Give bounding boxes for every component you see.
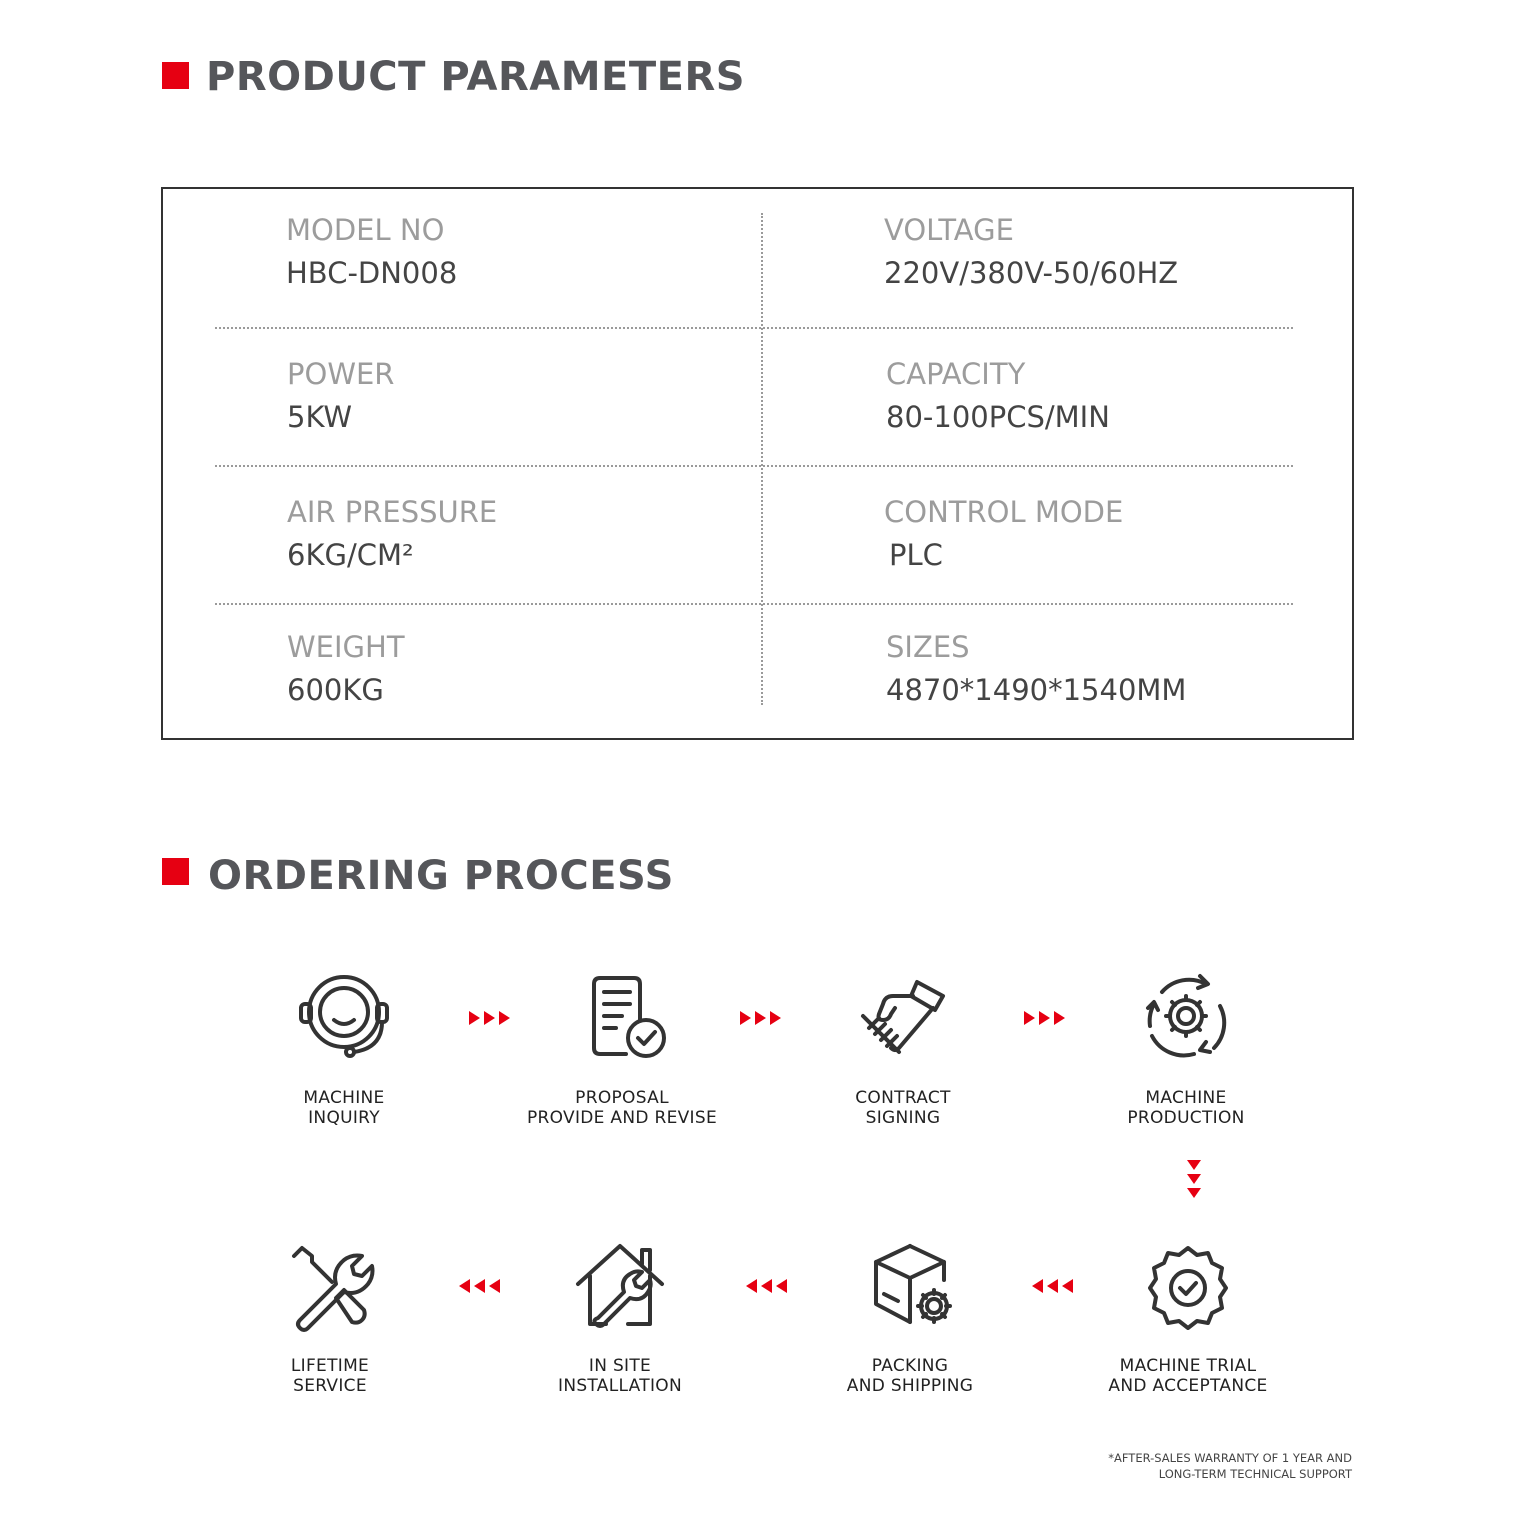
row-divider (215, 603, 1293, 605)
section-marker (162, 858, 189, 885)
step-label (214, 1088, 474, 1128)
column-divider (761, 213, 763, 705)
step-label-line: IN SITE (588, 1356, 652, 1376)
param-value: 220V/380V-50/60HZ (884, 256, 1179, 290)
param-label: CONTROL MODE (884, 495, 1124, 529)
step-label (1058, 1356, 1318, 1396)
param-label: SIZES (886, 630, 970, 664)
gear-cycle-icon (1138, 970, 1234, 1066)
param-value: 600KG (287, 673, 384, 707)
step-proposal (492, 970, 752, 1128)
param-value: PLC (889, 538, 943, 572)
section-title-ordering: ORDERING PROCESS (208, 853, 674, 899)
param-voltage (884, 213, 1179, 290)
document-check-icon (574, 970, 670, 1066)
warranty-footnote (1108, 1450, 1352, 1482)
step-machine-inquiry (214, 970, 474, 1128)
param-power (287, 357, 395, 434)
step-label-line: INQUIRY (308, 1108, 380, 1128)
handshake-icon (855, 970, 951, 1066)
param-label: WEIGHT (287, 630, 405, 664)
step-lifetime-service (200, 1238, 460, 1396)
step-label-line: SERVICE (293, 1376, 367, 1396)
arrow-down-icon (1187, 1160, 1201, 1200)
step-label-line: SIGNING (865, 1108, 941, 1128)
house-wrench-icon (572, 1238, 668, 1334)
step-packing-shipping (780, 1238, 1040, 1396)
box-gear-icon (862, 1238, 958, 1334)
param-value: 80-100PCS/MIN (886, 400, 1110, 434)
step-label (773, 1088, 1033, 1128)
footnote-line: LONG-TERM TECHNICAL SUPPORT (1158, 1467, 1352, 1481)
headset-icon (296, 970, 392, 1066)
step-label-line: MACHINE (1145, 1088, 1227, 1108)
param-label: POWER (287, 357, 395, 391)
row-divider (215, 327, 1293, 329)
step-label-line: MACHINE TRIAL (1119, 1356, 1257, 1376)
param-label: MODEL NO (286, 213, 445, 247)
step-label-line: AND ACCEPTANCE (1108, 1376, 1268, 1396)
param-model-no (286, 213, 458, 290)
step-label-line: AND SHIPPING (846, 1376, 974, 1396)
param-sizes (886, 630, 1187, 707)
param-control-mode (884, 495, 1124, 572)
step-label (492, 1088, 752, 1128)
arrow-left-icon (1032, 1279, 1074, 1293)
step-in-site-installation (490, 1238, 750, 1396)
arrow-right-icon (1024, 1011, 1066, 1025)
step-label-line: MACHINE (303, 1088, 385, 1108)
param-label: CAPACITY (886, 357, 1026, 391)
step-contract-signing (773, 970, 1033, 1128)
param-air-pressure (287, 495, 498, 572)
step-label-line: PROVIDE AND REVISE (527, 1108, 717, 1128)
param-value: 6KG/CM² (287, 538, 414, 572)
step-label-line: PRODUCTION (1127, 1108, 1245, 1128)
step-label (200, 1356, 460, 1396)
section-title-parameters: PRODUCT PARAMETERS (206, 54, 746, 100)
step-label-line: LIFETIME (290, 1356, 370, 1376)
arrow-left-icon (746, 1279, 788, 1293)
step-label-line: PROPOSAL (575, 1088, 669, 1108)
section-marker (162, 62, 189, 89)
badge-check-icon (1140, 1238, 1236, 1334)
param-label: VOLTAGE (884, 213, 1014, 247)
parameters-table (161, 187, 1354, 740)
tools-icon (282, 1238, 378, 1334)
step-label (1056, 1088, 1316, 1128)
step-label (490, 1356, 750, 1396)
arrow-right-icon (740, 1011, 782, 1025)
param-label: AIR PRESSURE (287, 495, 498, 529)
step-label-line: CONTRACT (855, 1088, 951, 1108)
arrow-right-icon (469, 1011, 511, 1025)
param-value: HBC-DN008 (286, 256, 458, 290)
step-label-line: INSTALLATION (558, 1376, 682, 1396)
row-divider (215, 465, 1293, 467)
param-weight (287, 630, 405, 707)
arrow-left-icon (459, 1279, 501, 1293)
param-capacity (886, 357, 1110, 434)
step-label (780, 1356, 1040, 1396)
param-value: 4870*1490*1540MM (886, 673, 1187, 707)
step-machine-trial (1058, 1238, 1318, 1396)
param-value: 5KW (287, 400, 353, 434)
footnote-line: *AFTER-SALES WARRANTY OF 1 YEAR AND (1108, 1451, 1352, 1465)
step-machine-production (1056, 970, 1316, 1128)
step-label-line: PACKING (871, 1356, 949, 1376)
